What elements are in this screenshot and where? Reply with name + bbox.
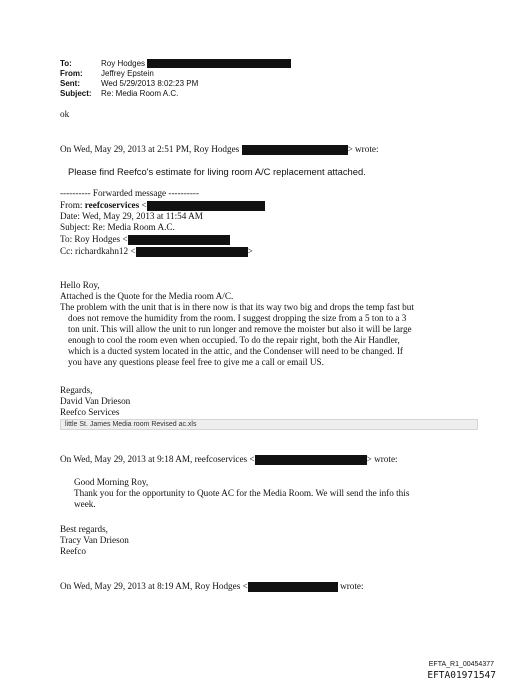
quote-header-1-prefix: On Wed, May 29, 2013 at 2:51 PM, Roy Hodges [60,144,240,154]
body-para-5: which is a ducted system located in the attic, and the Condenser will need to be changed. If [68,346,403,356]
to-name: Roy Hodges [101,59,146,68]
quote-header-1 [60,144,379,155]
forward-date: Date: Wed, May 29, 2013 at 11:54 AM [60,211,203,221]
body-para-2: does not remove the humidity from the room. I suggest dropping the size from a 5 ton to a 3 [68,313,407,323]
footer-ref-2: EFTA01971547 [427,670,496,681]
from-value: Jeffrey Epstein [101,69,154,78]
tracy-sign-name: Tracy Van Drieson [60,535,129,545]
tracy-sign-regards: Best regards, [60,524,108,534]
forward-from-sender: reefcoservices [84,200,140,210]
redaction-box [128,235,230,245]
quote-header-3-suffix: wrote: [340,581,364,591]
redaction-box [147,59,291,68]
forward-cc-text: Cc: richardkahn12 < [60,246,136,256]
forward-from-lt: < [139,200,147,210]
from-label: From: [60,69,83,78]
sign-name: David Van Drieson [60,396,131,406]
tracy-line-1: Good Morning Roy, [74,477,149,487]
footer-ref-1: EFTA_R1_00454377 [428,661,494,668]
sign-company: Reefco Services [60,407,120,417]
tracy-line-2: Thank you for the opportunity to Quote AC for the Media Room. We will send the info this [74,488,410,498]
forward-to-text: To: Roy Hodges < [60,234,128,244]
redaction-box [242,145,348,155]
forward-marker: ---------- Forwarded message ---------- [60,188,200,198]
redaction-box [248,582,338,592]
quote-header-2 [60,454,398,465]
quote-header-1-suffix: > wrote: [347,144,379,154]
forward-cc-gt: > [247,246,253,256]
tracy-sign-company: Reefco [60,546,87,556]
sent-value: Wed 5/29/2013 8:02:23 PM [101,79,199,88]
body-line-1: Attached is the Quote for the Media room A/C. [60,291,234,301]
forward-to [60,234,230,245]
to-value [101,59,291,68]
attachment-link[interactable]: little St. James Media room Revised ac.xls [60,419,478,430]
to-label: To: [60,59,72,68]
redaction-box [136,247,248,257]
tracy-line-3: week. [74,499,96,509]
subject-value: Re: Media Room A.C. [101,89,179,98]
sign-regards: Regards, [60,385,93,395]
redaction-box [255,455,367,465]
quote-header-2-suffix: > wrote: [366,454,398,464]
sent-label: Sent: [60,79,80,88]
body-para-3: ton unit. This will allow the unit to run longer and remove the moister but also it will be large [68,324,412,334]
forward-cc [60,246,253,257]
body-para-6: you have any questions please feel free to give me a call or email US. [68,357,324,367]
body-para-4: enough to cool the room even when occupied. To do the repair right, both the Air Handler, [68,335,400,345]
subject-label: Subject: [60,89,92,98]
body-para-1: The problem with the unit that is in there now is that its way two big and drops the temp fast but [60,302,414,312]
forward-subject: Subject: Re: Media Room A.C. [60,222,175,232]
reply-text: ok [60,109,70,119]
forward-from-label: From: [60,200,85,210]
quote-header-3-prefix: On Wed, May 29, 2013 at 8:19 AM, Roy Hodges < [60,581,248,591]
quote-header-3 [60,581,364,592]
quote-header-2-prefix: On Wed, May 29, 2013 at 9:18 AM, reefcoservices < [60,454,255,464]
roy-message: Please find Reefco's estimate for living room A/C replacement attached. [68,166,366,177]
redaction-box [147,201,265,211]
body-greeting: Hello Roy, [60,280,100,290]
forward-from [60,200,265,211]
